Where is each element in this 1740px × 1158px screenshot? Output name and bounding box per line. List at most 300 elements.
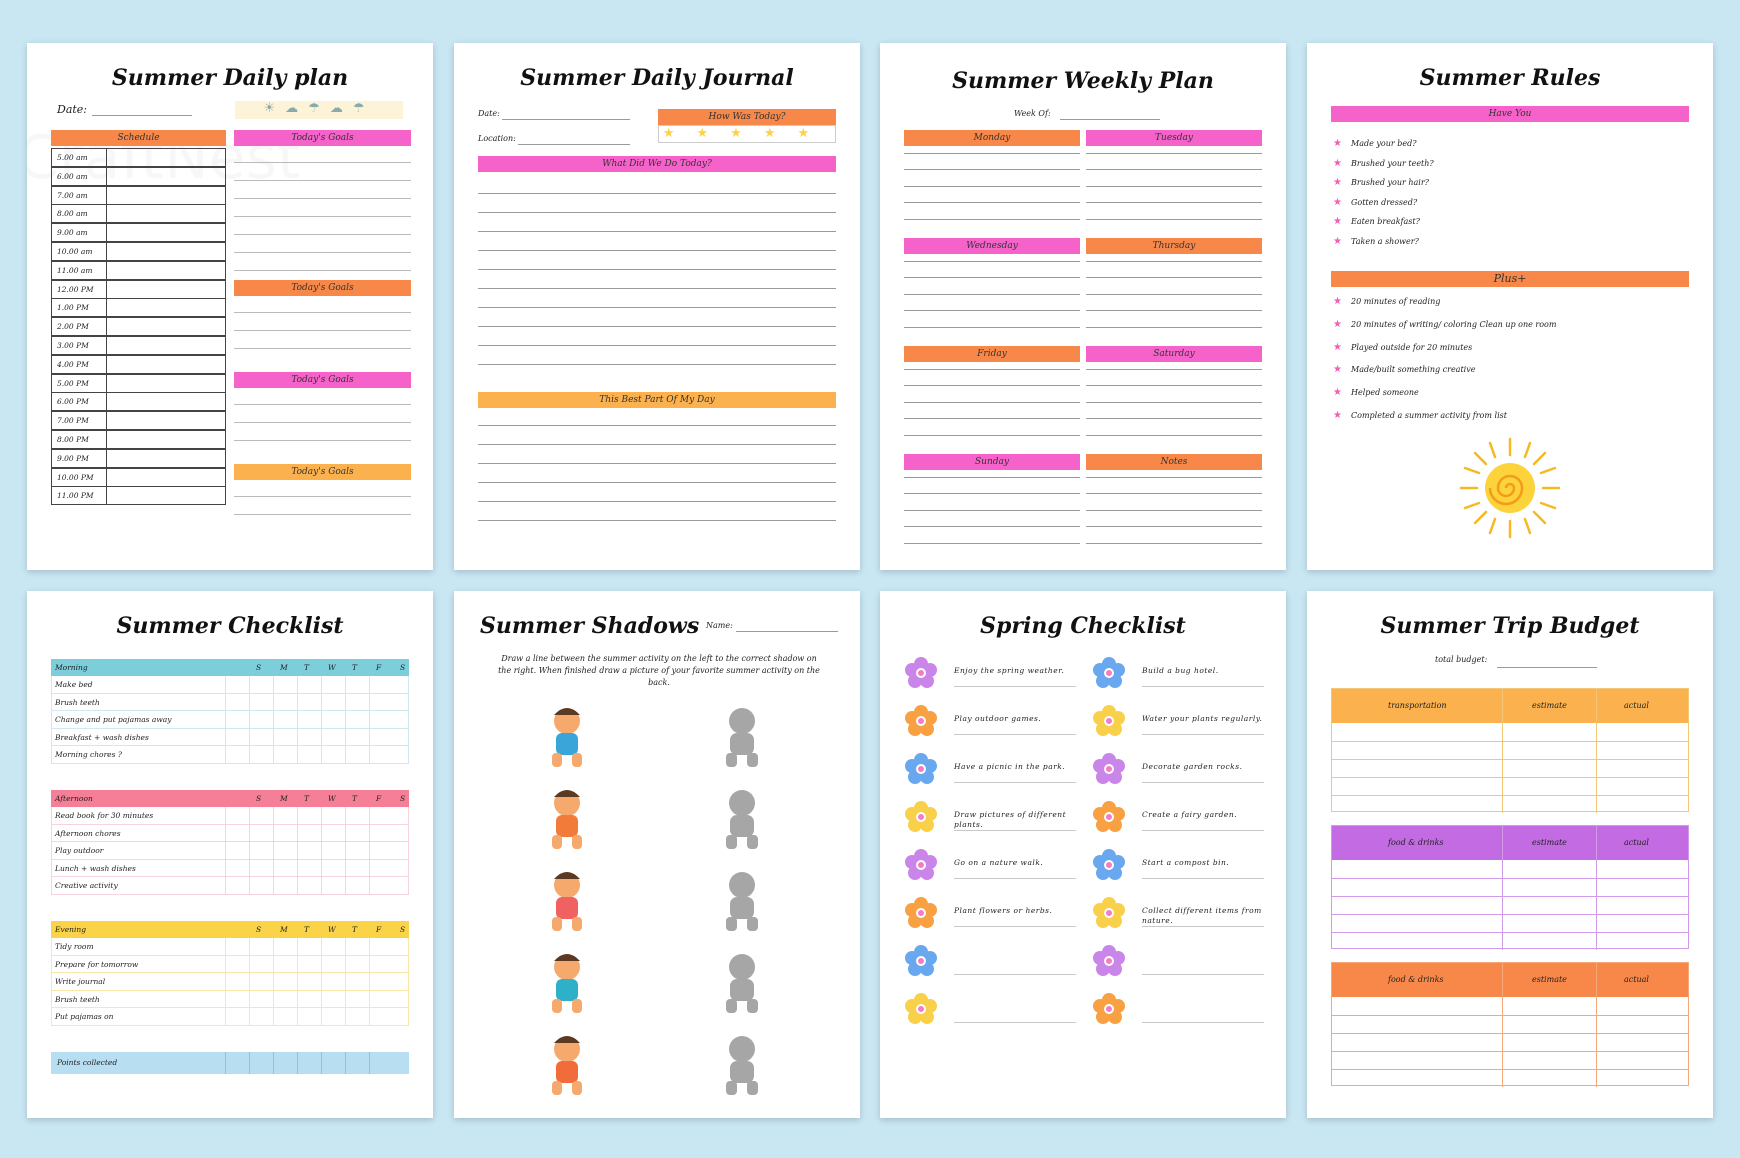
activity-line[interactable]	[954, 830, 1076, 831]
plan-line[interactable]	[904, 277, 1080, 278]
check-cell[interactable]	[369, 676, 393, 694]
plan-line[interactable]	[1086, 385, 1262, 386]
plan-line[interactable]	[904, 261, 1080, 262]
check-cell[interactable]	[297, 956, 321, 974]
goal-line[interactable]	[234, 216, 411, 217]
star-icon: ★	[1333, 410, 1342, 421]
check-cell[interactable]	[249, 694, 273, 712]
goal-line[interactable]	[234, 180, 411, 181]
schedule-entry[interactable]	[106, 298, 226, 317]
day-header: Monday	[904, 130, 1080, 146]
check-cell[interactable]	[297, 860, 321, 878]
plan-line[interactable]	[1086, 493, 1262, 494]
activity-line[interactable]	[1142, 974, 1264, 975]
goal-line[interactable]	[234, 252, 411, 253]
activity-line[interactable]	[954, 974, 1076, 975]
time-label: 11.00 PM	[57, 491, 94, 501]
flower-icon	[1092, 704, 1126, 738]
checklist-item: Afternoon chores	[55, 828, 121, 838]
budget-row[interactable]	[1332, 1033, 1688, 1034]
activity-line[interactable]	[1142, 878, 1264, 879]
plus-item: Helped someone	[1351, 388, 1419, 398]
spring-activity: Start a compost bin.	[1142, 858, 1230, 867]
check-cell[interactable]	[369, 877, 393, 895]
plan-line[interactable]	[1086, 477, 1262, 478]
category-header: transportation	[1388, 701, 1447, 710]
plan-line[interactable]	[904, 369, 1080, 370]
day-letter: T	[304, 925, 310, 934]
journal-line[interactable]	[478, 288, 836, 289]
check-cell[interactable]	[249, 729, 273, 747]
plan-line[interactable]	[904, 327, 1080, 328]
shadow-silhouette-icon[interactable]	[704, 701, 779, 771]
journal-line[interactable]	[478, 212, 836, 213]
check-cell[interactable]	[321, 991, 345, 1009]
check-cell[interactable]	[297, 729, 321, 747]
check-cell[interactable]	[225, 807, 249, 825]
budget-row[interactable]	[1332, 759, 1688, 760]
check-cell[interactable]	[225, 860, 249, 878]
plan-line[interactable]	[1086, 526, 1262, 527]
flower-icon	[904, 752, 938, 786]
check-cell[interactable]	[249, 746, 273, 764]
check-cell[interactable]	[225, 746, 249, 764]
check-cell[interactable]	[297, 877, 321, 895]
plan-line[interactable]	[904, 310, 1080, 311]
check-cell[interactable]	[369, 938, 393, 956]
points-cell[interactable]	[273, 1052, 297, 1074]
day-letter: T	[352, 925, 358, 934]
shadow-silhouette-icon[interactable]	[704, 947, 779, 1017]
schedule-entry[interactable]	[106, 186, 226, 205]
check-cell[interactable]	[297, 711, 321, 729]
check-cell[interactable]	[273, 956, 297, 974]
points-cell[interactable]	[297, 1052, 321, 1074]
check-cell[interactable]	[321, 694, 345, 712]
shadow-silhouette-icon[interactable]	[704, 865, 779, 935]
schedule-entry[interactable]	[106, 486, 226, 505]
check-cell[interactable]	[273, 694, 297, 712]
check-cell[interactable]	[225, 825, 249, 843]
plan-line[interactable]	[1086, 153, 1262, 154]
plan-line[interactable]	[904, 294, 1080, 295]
star-icon: ★	[1333, 387, 1342, 399]
check-cell[interactable]	[249, 938, 273, 956]
day-header: Thursday	[1086, 238, 1262, 254]
goal-line[interactable]	[234, 270, 411, 271]
plan-line[interactable]	[1086, 418, 1262, 419]
checklist-item: Write journal	[55, 977, 106, 986]
activity-kid-icon[interactable]	[532, 1029, 602, 1099]
check-cell[interactable]	[273, 860, 297, 878]
plan-line[interactable]	[904, 543, 1080, 544]
check-cell[interactable]	[249, 807, 273, 825]
plan-line[interactable]	[1086, 294, 1262, 295]
budget-row[interactable]	[1332, 741, 1688, 742]
plan-line[interactable]	[904, 186, 1080, 187]
budget-row[interactable]	[1332, 914, 1688, 915]
budget-row[interactable]	[1332, 795, 1688, 796]
check-cell[interactable]	[369, 711, 393, 729]
journal-line[interactable]	[478, 326, 836, 327]
check-cell[interactable]	[345, 694, 369, 712]
check-cell[interactable]	[345, 729, 369, 747]
day-letter: T	[304, 663, 310, 672]
check-cell[interactable]	[345, 973, 369, 991]
time-label: 8.00 am	[57, 209, 88, 219]
budget-row[interactable]	[1332, 932, 1688, 933]
activity-line[interactable]	[1142, 1022, 1264, 1023]
check-cell[interactable]	[297, 807, 321, 825]
plan-line[interactable]	[1086, 169, 1262, 170]
check-cell[interactable]	[249, 991, 273, 1009]
check-cell[interactable]	[369, 825, 393, 843]
check-cell[interactable]	[345, 807, 369, 825]
estimate-header: estimate	[1532, 701, 1567, 710]
goal-line[interactable]	[234, 162, 411, 163]
activity-kid-icon[interactable]	[532, 783, 602, 853]
activity-kid-icon[interactable]	[532, 865, 602, 935]
day-header: Tuesday	[1086, 130, 1262, 146]
goal-line[interactable]	[234, 198, 411, 199]
schedule-entry[interactable]	[106, 148, 226, 167]
flower-icon	[904, 896, 938, 930]
check-cell[interactable]	[345, 1008, 369, 1026]
check-cell[interactable]	[345, 956, 369, 974]
flower-icon	[904, 848, 938, 882]
check-cell[interactable]	[225, 711, 249, 729]
rule-item: Brushed your teeth?	[1351, 158, 1434, 168]
activity-line[interactable]	[1142, 782, 1264, 783]
time-label: 10.00 am	[57, 247, 93, 256]
day-header: Wednesday	[904, 238, 1080, 254]
check-cell[interactable]	[249, 1008, 273, 1026]
check-cell[interactable]	[321, 807, 345, 825]
day-letter: F	[376, 794, 382, 803]
journal-line[interactable]	[478, 520, 836, 521]
plan-line[interactable]	[1086, 369, 1262, 370]
check-cell[interactable]	[225, 729, 249, 747]
check-cell[interactable]	[249, 842, 273, 860]
goal-line[interactable]	[234, 312, 411, 313]
journal-line[interactable]	[478, 463, 836, 464]
check-cell[interactable]	[321, 746, 345, 764]
plan-line[interactable]	[904, 402, 1080, 403]
check-cell[interactable]	[273, 711, 297, 729]
check-cell[interactable]	[273, 1008, 297, 1026]
date-label: Date:	[57, 103, 88, 116]
check-cell[interactable]	[345, 825, 369, 843]
check-cell[interactable]	[321, 877, 345, 895]
plan-line[interactable]	[1086, 186, 1262, 187]
check-cell[interactable]	[273, 973, 297, 991]
journal-line[interactable]	[478, 444, 836, 445]
check-cell[interactable]	[369, 842, 393, 860]
schedule-entry[interactable]	[106, 355, 226, 374]
plan-line[interactable]	[1086, 219, 1262, 220]
plan-line[interactable]	[1086, 327, 1262, 328]
check-cell[interactable]	[273, 746, 297, 764]
day-letter: T	[352, 794, 358, 803]
goal-line[interactable]	[234, 348, 411, 349]
plus-item: Completed a summer activity from list	[1351, 411, 1507, 420]
flower-icon	[1092, 944, 1126, 978]
check-cell[interactable]	[249, 877, 273, 895]
budget-row[interactable]	[1332, 1069, 1688, 1070]
check-cell[interactable]	[297, 991, 321, 1009]
check-cell[interactable]	[297, 825, 321, 843]
check-cell[interactable]	[369, 973, 393, 991]
day-letter: S	[400, 925, 406, 934]
schedule-entry[interactable]	[106, 468, 226, 487]
schedule-entry[interactable]	[106, 392, 226, 411]
check-cell[interactable]	[249, 860, 273, 878]
flower-icon	[904, 656, 938, 690]
check-cell[interactable]	[249, 825, 273, 843]
budget-row[interactable]	[1332, 896, 1688, 897]
shadow-silhouette-icon[interactable]	[704, 1029, 779, 1099]
check-cell[interactable]	[273, 842, 297, 860]
section-header	[51, 921, 409, 938]
activity-kid-icon[interactable]	[532, 701, 602, 771]
flower-icon	[1092, 896, 1126, 930]
plan-line[interactable]	[1086, 310, 1262, 311]
check-cell[interactable]	[249, 711, 273, 729]
check-cell[interactable]	[249, 676, 273, 694]
spring-activity: Play outdoor games.	[954, 714, 1042, 723]
schedule-entry[interactable]	[106, 167, 226, 186]
shadow-silhouette-icon[interactable]	[704, 783, 779, 853]
plan-line[interactable]	[1086, 277, 1262, 278]
goal-line[interactable]	[234, 404, 411, 405]
goal-line[interactable]	[234, 514, 411, 515]
journal-line[interactable]	[478, 364, 836, 365]
check-cell[interactable]	[225, 877, 249, 895]
plan-line[interactable]	[1086, 202, 1262, 203]
check-cell[interactable]	[369, 860, 393, 878]
schedule-entry[interactable]	[106, 280, 226, 299]
check-cell[interactable]	[369, 1008, 393, 1026]
journal-line[interactable]	[478, 425, 836, 426]
check-cell[interactable]	[345, 938, 369, 956]
check-cell[interactable]	[369, 991, 393, 1009]
check-cell[interactable]	[369, 694, 393, 712]
journal-line[interactable]	[478, 250, 836, 251]
check-cell[interactable]	[345, 991, 369, 1009]
check-cell[interactable]	[249, 956, 273, 974]
checklist-item: Tidy room	[55, 942, 94, 951]
page-summer-rules	[1307, 43, 1713, 570]
check-cell[interactable]	[297, 938, 321, 956]
check-cell[interactable]	[225, 991, 249, 1009]
points-cell[interactable]	[321, 1052, 345, 1074]
schedule-entry[interactable]	[106, 204, 226, 223]
plan-line[interactable]	[1086, 543, 1262, 544]
plan-line[interactable]	[904, 169, 1080, 170]
plan-line[interactable]	[904, 219, 1080, 220]
sun-icon	[1455, 433, 1565, 543]
activity-line[interactable]	[954, 782, 1076, 783]
schedule-entry[interactable]	[106, 336, 226, 355]
plan-line[interactable]	[904, 510, 1080, 511]
time-label: 12.00 PM	[57, 284, 94, 294]
activity-kid-icon[interactable]	[532, 947, 602, 1017]
check-cell[interactable]	[369, 807, 393, 825]
schedule-entry[interactable]	[106, 242, 226, 261]
check-cell[interactable]	[345, 877, 369, 895]
page-title: Summer Shadows	[480, 613, 700, 639]
check-cell[interactable]	[297, 842, 321, 860]
check-cell[interactable]	[321, 842, 345, 860]
time-label: 5.00 PM	[57, 378, 89, 388]
plan-line[interactable]	[904, 385, 1080, 386]
rating-stars[interactable]: ★★★★★	[658, 125, 836, 143]
journal-line[interactable]	[478, 345, 836, 346]
page-summer-daily-journal	[454, 43, 860, 570]
activity-line[interactable]	[954, 926, 1076, 927]
plan-line[interactable]	[904, 477, 1080, 478]
check-cell[interactable]	[225, 973, 249, 991]
star-icon: ★	[1333, 196, 1342, 208]
actual-header: actual	[1624, 975, 1649, 984]
journal-line[interactable]	[478, 193, 836, 194]
check-cell[interactable]	[345, 860, 369, 878]
check-cell[interactable]	[273, 991, 297, 1009]
schedule-entry[interactable]	[106, 411, 226, 430]
check-cell[interactable]	[225, 956, 249, 974]
check-cell[interactable]	[345, 711, 369, 729]
check-cell[interactable]	[225, 1008, 249, 1026]
plan-line[interactable]	[1086, 261, 1262, 262]
check-cell[interactable]	[321, 973, 345, 991]
check-cell[interactable]	[297, 676, 321, 694]
spring-activity: Plant flowers or herbs.	[954, 906, 1053, 915]
check-cell[interactable]	[273, 676, 297, 694]
check-cell[interactable]	[321, 729, 345, 747]
activity-line[interactable]	[1142, 734, 1264, 735]
plus-item: 20 minutes of writing/ coloring Clean up one room	[1351, 319, 1557, 329]
day-header: Friday	[904, 346, 1080, 362]
budget-row[interactable]	[1332, 777, 1688, 778]
check-cell[interactable]	[321, 1008, 345, 1026]
plan-line[interactable]	[1086, 435, 1262, 436]
budget-row[interactable]	[1332, 1015, 1688, 1016]
check-cell[interactable]	[297, 694, 321, 712]
check-cell[interactable]	[321, 676, 345, 694]
journal-line[interactable]	[478, 269, 836, 270]
points-cell[interactable]	[345, 1052, 369, 1074]
check-cell[interactable]	[321, 860, 345, 878]
budget-row[interactable]	[1332, 1051, 1688, 1052]
best-part-header: This Best Part Of My Day	[478, 392, 836, 408]
check-cell[interactable]	[297, 1008, 321, 1026]
activity-line[interactable]	[1142, 830, 1264, 831]
goal-line[interactable]	[234, 330, 411, 331]
plan-line[interactable]	[904, 526, 1080, 527]
plan-line[interactable]	[904, 153, 1080, 154]
schedule-entry[interactable]	[106, 317, 226, 336]
schedule-entry[interactable]	[106, 261, 226, 280]
page-title: Summer Weekly Plan	[952, 68, 1214, 94]
activity-line[interactable]	[954, 686, 1076, 687]
check-cell[interactable]	[345, 842, 369, 860]
flower-icon	[1092, 800, 1126, 834]
journal-line[interactable]	[478, 231, 836, 232]
check-cell[interactable]	[345, 676, 369, 694]
page-title: Summer Checklist	[116, 613, 344, 639]
check-cell[interactable]	[249, 973, 273, 991]
check-cell[interactable]	[225, 694, 249, 712]
spring-activity: Have a picnic in the park.	[954, 762, 1066, 771]
check-cell[interactable]	[345, 746, 369, 764]
check-cell[interactable]	[273, 729, 297, 747]
journal-line[interactable]	[478, 501, 836, 502]
check-cell[interactable]	[297, 746, 321, 764]
checklist-item: Change and put pajamas away	[55, 715, 172, 724]
plan-line[interactable]	[904, 202, 1080, 203]
check-cell[interactable]	[321, 711, 345, 729]
check-cell[interactable]	[225, 842, 249, 860]
goal-line[interactable]	[234, 422, 411, 423]
plan-line[interactable]	[1086, 510, 1262, 511]
check-cell[interactable]	[273, 877, 297, 895]
activity-line[interactable]	[954, 1022, 1076, 1023]
plan-line[interactable]	[904, 435, 1080, 436]
goal-line[interactable]	[234, 440, 411, 441]
section-name: Evening	[55, 925, 87, 934]
activity-line[interactable]	[954, 734, 1076, 735]
goal-line[interactable]	[234, 496, 411, 497]
flower-icon	[1092, 752, 1126, 786]
points-cell[interactable]	[225, 1052, 249, 1074]
points-cell[interactable]	[369, 1052, 393, 1074]
day-letter: M	[280, 794, 288, 803]
check-cell[interactable]	[273, 938, 297, 956]
plan-line[interactable]	[904, 493, 1080, 494]
check-cell[interactable]	[321, 825, 345, 843]
check-cell[interactable]	[369, 729, 393, 747]
check-cell[interactable]	[369, 746, 393, 764]
journal-line[interactable]	[478, 307, 836, 308]
check-cell[interactable]	[369, 956, 393, 974]
schedule-entry[interactable]	[106, 374, 226, 393]
check-cell[interactable]	[321, 956, 345, 974]
star-icon: ★	[1333, 157, 1342, 169]
check-cell[interactable]	[321, 938, 345, 956]
points-cell[interactable]	[249, 1052, 273, 1074]
time-label: 6.00 PM	[57, 397, 89, 407]
budget-table-header	[1332, 689, 1688, 723]
schedule-entry[interactable]	[106, 449, 226, 468]
check-cell[interactable]	[297, 973, 321, 991]
flower-icon	[1092, 992, 1126, 1026]
budget-row[interactable]	[1332, 878, 1688, 879]
plan-line[interactable]	[1086, 402, 1262, 403]
activity-line[interactable]	[1142, 926, 1264, 927]
check-cell[interactable]	[225, 676, 249, 694]
activity-line[interactable]	[954, 878, 1076, 879]
actual-header: actual	[1624, 701, 1649, 710]
journal-line[interactable]	[478, 482, 836, 483]
plan-line[interactable]	[904, 418, 1080, 419]
check-cell[interactable]	[273, 825, 297, 843]
activity-line[interactable]	[1142, 686, 1264, 687]
check-cell[interactable]	[273, 807, 297, 825]
check-cell[interactable]	[225, 938, 249, 956]
schedule-entry[interactable]	[106, 223, 226, 242]
schedule-entry[interactable]	[106, 430, 226, 449]
goal-line[interactable]	[234, 234, 411, 235]
